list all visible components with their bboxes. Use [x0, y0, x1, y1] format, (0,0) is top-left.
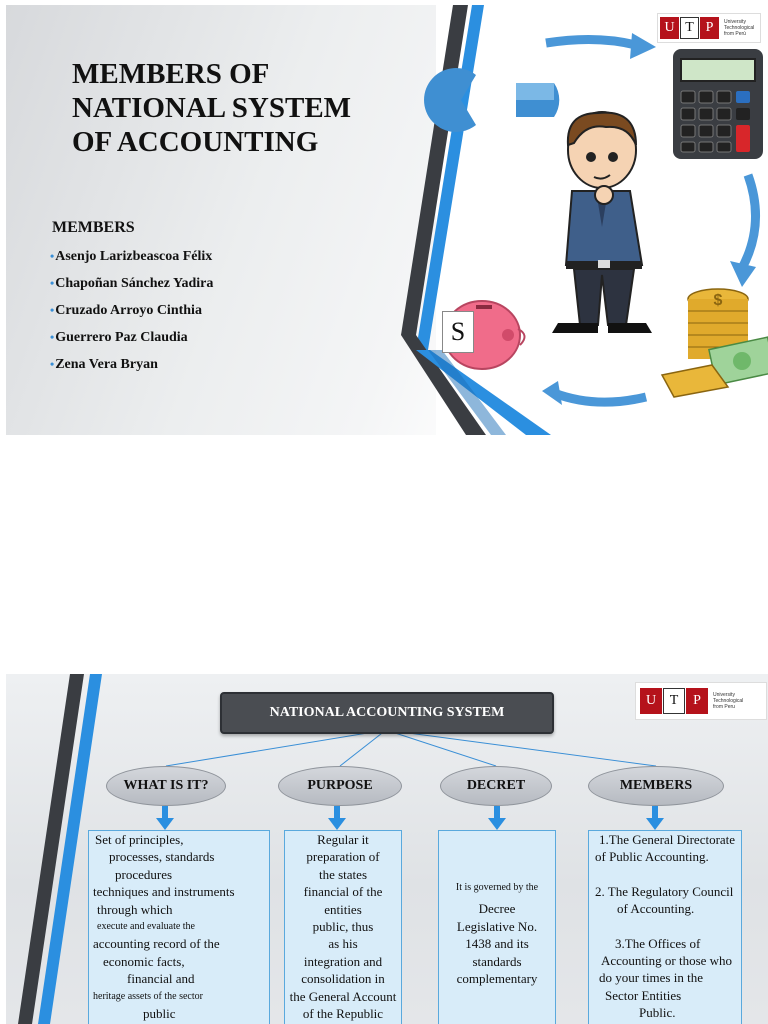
- title-slide: [6, 5, 768, 435]
- text-line: the General Account: [289, 988, 397, 1004]
- decret-box: [438, 830, 556, 1024]
- text-line: Public.: [639, 1005, 676, 1021]
- svg-text:$: $: [713, 292, 723, 309]
- text-line: public, thus: [312, 919, 374, 935]
- text-line: of the Republic: [302, 1006, 384, 1022]
- text-line: techniques and instruments: [93, 884, 235, 900]
- text-line: 1.The General Directorate: [599, 832, 736, 847]
- bullet-icon: •: [50, 303, 55, 317]
- purpose-box: [284, 830, 402, 1024]
- text-line: the states: [318, 866, 367, 882]
- logo-text-line: Technological: [724, 25, 755, 31]
- main-header-box: NATIONAL ACCOUNTING SYSTEM: [220, 692, 554, 734]
- text-line: as his: [328, 936, 358, 952]
- text-line: procedures: [115, 866, 173, 882]
- member-name: Zena Vera Bryan: [55, 357, 158, 372]
- logo-letter: T: [663, 688, 685, 714]
- logo-letter: U: [640, 688, 662, 714]
- member-item: [50, 247, 213, 274]
- text-line: Decree: [478, 901, 516, 917]
- text-line: accounting record of the: [93, 936, 220, 952]
- blank-line: [589, 918, 741, 935]
- bullet-icon: •: [50, 276, 55, 290]
- logo-text-line: from Peru: [713, 704, 735, 710]
- connector-lines: [166, 730, 656, 766]
- logo-letter: P: [686, 688, 708, 714]
- blank-line: [589, 866, 741, 883]
- calculator-icon: [673, 49, 763, 159]
- logo-text: [713, 692, 743, 710]
- text-line: economic facts,: [103, 953, 185, 969]
- text-line: Legislative No.: [456, 918, 538, 934]
- members-list: [50, 247, 213, 382]
- member-name: Guerrero Paz Claudia: [55, 330, 188, 345]
- text-line: 1438 and its: [465, 936, 529, 952]
- text-line: Set of principles,: [95, 832, 184, 847]
- logo-text-line: from Perú: [724, 31, 746, 37]
- logo-text-line: University: [713, 692, 735, 698]
- text-line: Accounting or those who: [601, 953, 733, 969]
- members-heading: MEMBERS: [52, 219, 135, 236]
- diagram-slide: [6, 674, 768, 1024]
- text-line: complementary: [456, 971, 538, 987]
- logo-letter: P: [700, 17, 719, 39]
- text-line: consolidation in: [301, 971, 385, 987]
- text-line: processes, standards: [109, 849, 215, 865]
- text-line: Regular it: [317, 832, 369, 847]
- text-line: do your times in the: [599, 970, 703, 986]
- member-name: Chapoñan Sánchez Yadira: [55, 276, 214, 291]
- logo-text: [724, 19, 754, 37]
- text-line: Sector Entities: [605, 987, 682, 1003]
- bullet-icon: •: [50, 330, 55, 344]
- logo-text-line: University: [724, 19, 746, 25]
- text-line: It is governed by the: [455, 882, 539, 893]
- text-line: standards: [472, 953, 522, 969]
- text-line: public: [143, 1006, 176, 1022]
- title-line: MEMBERS OF: [72, 58, 270, 90]
- logo-text-line: Technological: [713, 698, 744, 704]
- category-members: MEMBERS: [588, 766, 724, 806]
- text-line: heritage assets of the sector: [93, 990, 203, 1002]
- text-line: preparation of: [306, 849, 380, 865]
- bullet-icon: •: [50, 249, 55, 263]
- member-item: [50, 274, 213, 301]
- text-line: 2. The Regulatory Council: [595, 883, 734, 899]
- text-line: financial and: [127, 971, 195, 987]
- logo-letter: U: [660, 17, 679, 39]
- text-line: of Public Accounting.: [595, 849, 709, 865]
- member-name: Cruzado Arroyo Cinthia: [55, 303, 202, 318]
- member-item: [50, 301, 213, 328]
- text-line: execute and evaluate the: [97, 921, 195, 933]
- category-purpose: PURPOSE: [278, 766, 402, 806]
- bullet-icon: •: [50, 357, 55, 371]
- member-item: [50, 328, 213, 355]
- text-line: through which: [97, 901, 173, 917]
- title-line: OF ACCOUNTING: [72, 126, 319, 158]
- logo-letter: T: [680, 17, 699, 39]
- category-decret: DECRET: [440, 766, 552, 806]
- utp-logo: [657, 13, 761, 43]
- text-line: 3.The Offices of: [615, 935, 701, 951]
- slide-title: [72, 57, 412, 159]
- down-arrows: [156, 806, 664, 830]
- what-is-it-box: [88, 830, 270, 1024]
- text-box-s: S: [442, 311, 474, 353]
- category-what-is-it: WHAT IS IT?: [106, 766, 226, 806]
- utp-logo: [635, 682, 767, 720]
- title-line: NATIONAL SYSTEM: [72, 92, 352, 124]
- text-line: integration and: [303, 953, 383, 969]
- text-line: financial of the: [303, 884, 383, 900]
- member-item: [50, 355, 213, 382]
- text-line: of Accounting.: [617, 901, 695, 917]
- text-line: entities: [324, 901, 362, 917]
- members-box: [588, 830, 742, 1024]
- member-name: Asenjo Larizbeascoa Félix: [55, 249, 213, 264]
